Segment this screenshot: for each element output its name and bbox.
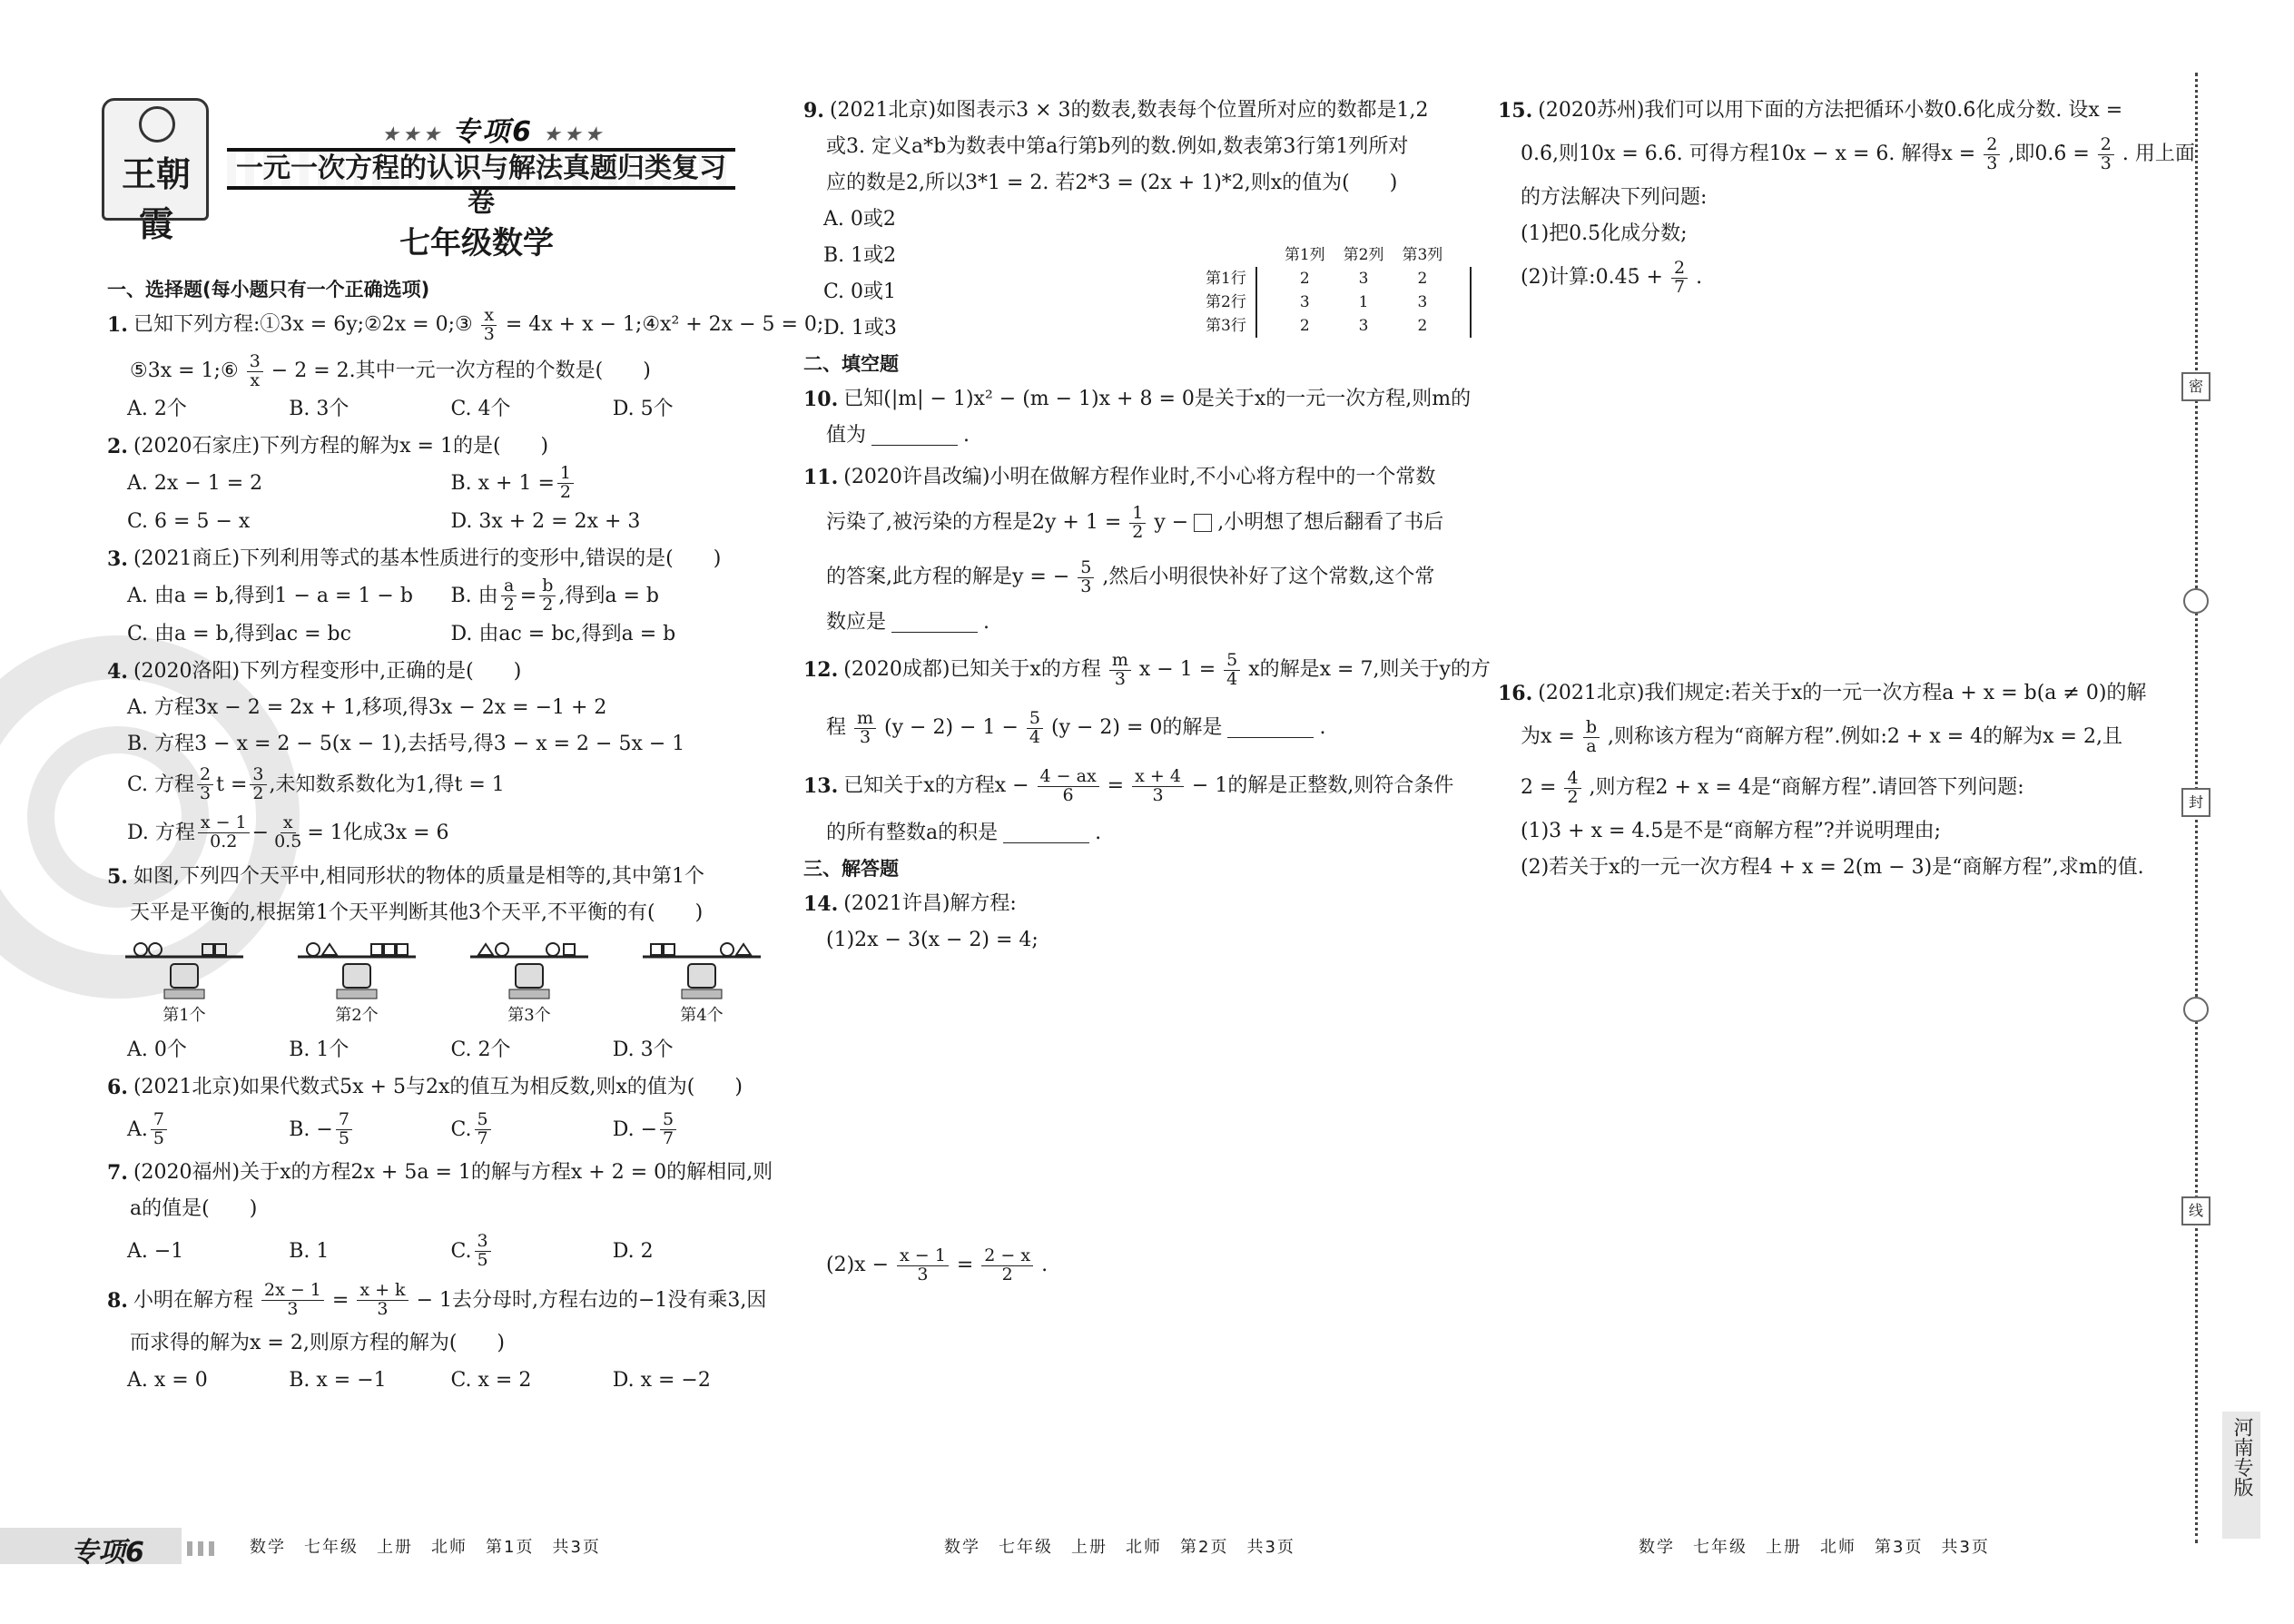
column-1: 一、选择题(每小题只有一个正确选项) 1. 已知下列方程:①3x = 6y;②2x = 0;③ $\frac{x}{3}$ = 4x + x − 1;④x² + 2x − 5 = 0; ⑤3x = 1;⑥ $\frac{3}{x}$ − 2 = 2.其中一元一次方程的个数是( ) A. 2个 B. 3个 C. 4个 D. 5个 2. (2020石家庄)下列方程的解为x = 1的是( ) A. 2x − 1 = 2 B. x + 1 = $\frac{1}{2}$ C. 6 = 5 − x D. 3x + 2 = 2x + 3 3. (2021商丘)下列利用等式的基本性质进行的变形中,错误的是( ) A. 由a = b,得到1 − a = 1 − b B. 由 $\frac{a}{2}$ = $\frac{b}{2}$ ,得到a = b C. 由a = b,得到ac = bc D. 由ac = bc,得到a = b 4. (2020洛阳)下列方程变形中,正确的是( ) A. 方程3x − 2 = 2x + 1,移项,得3x − 2x = −1 + 2 B. 方程3 − x = 2 − 5(x − 1),去括号,得3 − x = 2 − 5x − 1 C. 方程 $\frac{2}{3}$ t = $\frac{3}{2}$ ,未知数系数化为1,得t = 1 D. 方程 $\frac{x - 1}{0.2}$ − $\frac{x}{0.5}$ = 1化成3x = 6 5. 如图,下列四个天平中,相同形状的物体的质量是相等的,其中第1个 天平是平衡的,根据第1个天平判断其他3个天平,不平衡的有( ) 第1个 第2个 第3个 第4个 A. 0个 B. 1个 C. 2个 D. 3个 6. (2021北京)如果代数式5x + 5与2x的值互为相反数,则x的值为( ) A. $\frac{7}{5}$ B. − $\frac{7}{5}$ C. $\frac{5}{7}$ D. − $\frac{5}{7}$ 7. (2020福州)关于x的方程2x + 5a = 1的解与方程x + 2 = 0的解相同,则 a的值是( ) A. −1 B. 1 C. $\frac{3}{5}$ D. 2 8. 小明在解方程 $\frac{2x - 1}{3}$ = $\frac{x + k}{3}$ − 1去分母时,方程右边的−1没有乘3,因 而求得的解为x = 2,则原方程的解为( ) A. x = 0 B. x = −1 C. x = 2 D. x = −2 — [107, 272, 774, 1400]
punch-hole-icon — [2183, 588, 2209, 614]
column-2: 9. (2021北京)如图表示3 × 3的数表,数表每个位置所对应的数都是1,2 或3. 定义a*b为数表中第a行第b列的数.例如,数表第3行第1列所对 应的数是2,所以3*1 = 2. 若2*3 = (2x + 1)*2,则x的值为( ) A. 0或2 B. 1或2 C. 0或1 D. 1或3 二、填空题 10. 已知(|m| − 1)x² − (m − 1)x + 8 = 0是关于x的一元一次方程,则m的 值为 . 11. (2020许昌改编)小明在做解方程作业时,不小心将方程中的一个常数 污染了,被污染的方程是2y + 1 = $\frac{1}{2}$ y − ,小明想了想后翻看了书后 的答案,此方程的解是y = − $\frac{5}{3}$ ,然后小明很快补好了这个常数,这个常 数应是 . 12. (2020成都)已知关于x的方程 $\frac{m}{3}$ x − 1 = $\frac{5}{4}$ x的解是x = 7,则关于y的方 程 $\frac{m}{3}$ (y − 2) − 1 − $\frac{5}{4}$ (y − 2) = 0的解是 . 13. 已知关于x的方程x − $\frac{4 - ax}{6}$ = $\frac{x + 4}{3}$ − 1的解是正整数,则符合条件 的所有整数a的积是 . 三、解答题 14. (2021许昌)解方程: (1)2x − 3(x − 2) = 4; (2)x − $\frac{x - 1}{3}$ = $\frac{2 - x}{2}$ . — [803, 93, 1471, 1291]
balance-3: 第3个 — [461, 937, 597, 1026]
grade-title: 七年级数学 — [399, 225, 554, 261]
section-fill: 二、填空题 — [803, 353, 899, 375]
answer-blank[interactable] — [891, 613, 978, 633]
balance-1: 第1个 — [116, 937, 252, 1026]
project-label: 专项6 — [452, 116, 535, 148]
logo-text: 王朝霞 — [121, 153, 191, 244]
footer-page-1: 数学 七年级 上册 北师 第1页 共3页 — [250, 1538, 601, 1557]
question-16: 16. (2021北京)我们规定:若关于x的一元一次方程a + x = b(a ≠ 0)的解 — [1498, 682, 2147, 705]
answer-blank[interactable] — [1003, 823, 1089, 843]
cut-mark-line: 线 — [2181, 1196, 2210, 1225]
cut-mark-seal: 密 — [2181, 372, 2210, 401]
header-stars: ★★★ 专项6 ★★★ — [381, 116, 605, 148]
crest-icon — [139, 106, 175, 143]
question-4: 4. (2020洛阳)下列方程变形中,正确的是( ) — [107, 659, 522, 684]
question-10: 10. 已知(|m| − 1)x² − (m − 1)x + 8 = 0是关于x的一元一次方程,则m的 — [803, 388, 1472, 411]
number-table: 第1列 第2列 第3列 第1行 2 3 2 第2行 3 1 3 第3行 2 3 2 — [1196, 243, 1472, 338]
footer-page-3: 数学 七年级 上册 北师 第3页 共3页 — [1639, 1538, 1990, 1557]
question-1: 1. 已知下列方程:①3x = 6y;②2x = 0;③ $\frac{x}{3}$ = 4x + x − 1;④x² + 2x − 5 = 0; — [107, 305, 824, 344]
question-6: 6. (2021北京)如果代数式5x + 5与2x的值互为相反数,则x的值为( ) — [107, 1075, 743, 1099]
q1-options: A. 2个 B. 3个 C. 4个 D. 5个 — [127, 397, 674, 420]
question-13: 13. 已知关于x的方程x − $\frac{4 - ax}{6}$ = $\frac{x + 4}{3}$ − 1的解是正整数,则符合条件 — [803, 765, 1454, 805]
answer-blank[interactable] — [1227, 718, 1314, 738]
balance-2: 第2个 — [289, 937, 425, 1026]
cut-mark-seal: 封 — [2181, 788, 2210, 817]
column-3: 15. (2020苏州)我们可以用下面的方法把循环小数0.6̇化成分数. 设x = 0.6̇,则10x = 6.6̇. 可得方程10x − x = 6. 解得x = $\frac{2}{3}$ ,即0.6̇ = $\frac{2}{3}$ . 用上面 的方法解决下列问题: (1)把0.5̇化成分数; (2)计算:0.4̇5̇ + $\frac{2}{7}$ . 16. (2021北京)我们规定:若关于x的一元一次方程a + x = b(a ≠ 0)的解 为x = $\frac{b}{a}$ ,则称该方程为“商解方程”.例如:2 + x = 4的解为x = 2,且 2 = $\frac{4}{2}$ ,则方程2 + x = 4是“商解方程”.请回答下列问题: (1)3 + x = 4.5是不是“商解方程”?并说明理由; (2)若关于x的一元一次方程4 + x = 2(m − 3)是“商解方程”,求m的值. — [1498, 93, 2170, 886]
section-choice: 一、选择题(每小题只有一个正确选项) — [107, 279, 430, 300]
question-12: 12. (2020成都)已知关于x的方程 $\frac{m}{3}$ x − 1 = $\frac{5}{4}$ x的解是x = 7,则关于y的方 — [803, 649, 1491, 689]
edition-label: 河南专版 — [2222, 1412, 2260, 1539]
title-banner — [227, 148, 735, 219]
balance-4: 第4个 — [634, 937, 770, 1026]
question-2: 2. (2020石家庄)下列方程的解为x = 1的是( ) — [107, 434, 549, 458]
page-title: 一元一次方程的认识与解法真题归类复习卷 — [236, 153, 726, 219]
question-3: 3. (2021商丘)下列利用等式的基本性质进行的变形中,错误的是( ) — [107, 546, 722, 571]
footer-tab: 专项6 — [0, 1528, 182, 1564]
question-7: 7. (2020福州)关于x的方程2x + 5a = 1的解与方程x + 2 = 0的解相同,则 — [107, 1160, 773, 1185]
question-11: 11. (2020许昌改编)小明在做解方程作业时,不小心将方程中的一个常数 — [803, 466, 1436, 489]
question-8: 8. 小明在解方程 $\frac{2x - 1}{3}$ = $\frac{x + k}{3}$ − 1去分母时,方程右边的−1没有乘3,因 — [107, 1280, 767, 1320]
answer-blank[interactable] — [871, 426, 958, 446]
question-14: 14. (2021许昌)解方程: — [803, 892, 1017, 916]
brand-logo — [102, 98, 209, 244]
question-5: 5. 如图,下列四个天平中,相同形状的物体的质量是相等的,其中第1个 — [107, 864, 704, 889]
section-solve: 三、解答题 — [803, 858, 899, 880]
balance-figures — [107, 937, 774, 1026]
question-15: 15. (2020苏州)我们可以用下面的方法把循环小数0.6̇化成分数. 设x = — [1498, 99, 2123, 123]
smudged-box-icon — [1194, 514, 1212, 532]
footer-dots — [187, 1541, 220, 1556]
question-9: 9. (2021北京)如图表示3 × 3的数表,数表每个位置所对应的数都是1,2 — [803, 99, 1429, 123]
punch-hole-icon — [2183, 997, 2209, 1022]
footer-page-2: 数学 七年级 上册 北师 第2页 共3页 — [944, 1538, 1295, 1557]
